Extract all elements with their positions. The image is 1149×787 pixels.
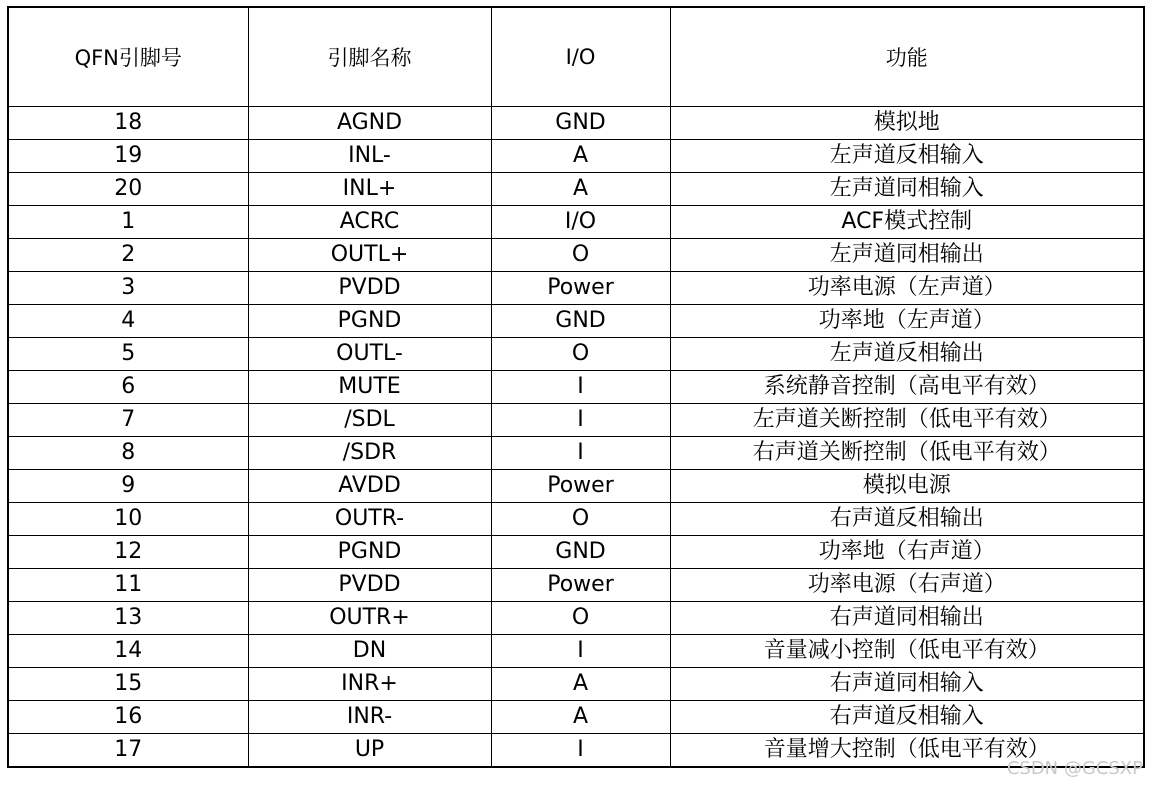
cell-function: 音量减小控制（低电平有效） [670,635,1144,668]
cell-function: 左声道关断控制（低电平有效） [670,404,1144,437]
table-row [8,305,1144,338]
cell-pin-name: OUTR+ [248,602,491,635]
cell-pin-name: MUTE [248,371,491,404]
cell-qfn-pin: 1 [8,206,248,239]
table-row [8,404,1144,437]
table-row [8,107,1144,140]
cell-qfn-pin: 17 [8,734,248,768]
cell-pin-name: INL+ [248,173,491,206]
table-row [8,470,1144,503]
cell-qfn-pin: 10 [8,503,248,536]
cell-io: GND [491,536,670,569]
cell-pin-name: INR- [248,701,491,734]
cell-io: O [491,602,670,635]
table-row [8,239,1144,272]
cell-io: I [491,371,670,404]
cell-io: GND [491,107,670,140]
table-row [8,371,1144,404]
cell-io: O [491,239,670,272]
cell-pin-name: PVDD [248,272,491,305]
cell-io: O [491,503,670,536]
cell-qfn-pin: 19 [8,140,248,173]
table-row [8,206,1144,239]
header-function: 功能 [670,7,1144,107]
cell-pin-name: /SDR [248,437,491,470]
table-row [8,602,1144,635]
cell-io: A [491,140,670,173]
cell-function: ACF模式控制 [670,206,1144,239]
table-row [8,536,1144,569]
cell-pin-name: UP [248,734,491,768]
cell-function: 模拟电源 [670,470,1144,503]
cell-pin-name: PGND [248,305,491,338]
cell-pin-name: /SDL [248,404,491,437]
cell-qfn-pin: 12 [8,536,248,569]
cell-function: 右声道同相输入 [670,668,1144,701]
cell-function: 系统静音控制（高电平有效） [670,371,1144,404]
cell-pin-name: AGND [248,107,491,140]
cell-function: 右声道反相输入 [670,701,1144,734]
table-row [8,173,1144,206]
cell-pin-name: INR+ [248,668,491,701]
cell-io: A [491,668,670,701]
table-row [8,437,1144,470]
cell-pin-name: DN [248,635,491,668]
cell-function: 左声道同相输出 [670,239,1144,272]
table-row [8,734,1144,768]
cell-qfn-pin: 7 [8,404,248,437]
cell-io: Power [491,470,670,503]
table-row [8,701,1144,734]
cell-qfn-pin: 20 [8,173,248,206]
table-row [8,272,1144,305]
table-row [8,140,1144,173]
cell-io: Power [491,569,670,602]
cell-pin-name: OUTR- [248,503,491,536]
cell-qfn-pin: 11 [8,569,248,602]
cell-function: 功率地（左声道） [670,305,1144,338]
table-row [8,668,1144,701]
cell-function: 左声道反相输出 [670,338,1144,371]
cell-io: A [491,701,670,734]
header-qfn-pin: QFN引脚号 [8,7,248,107]
cell-io: Power [491,272,670,305]
cell-io: GND [491,305,670,338]
header-io: I/O [491,7,670,107]
cell-qfn-pin: 16 [8,701,248,734]
cell-pin-name: OUTL+ [248,239,491,272]
cell-io: I/O [491,206,670,239]
cell-qfn-pin: 15 [8,668,248,701]
cell-qfn-pin: 18 [8,107,248,140]
cell-io: I [491,635,670,668]
cell-pin-name: OUTL- [248,338,491,371]
table-row [8,503,1144,536]
cell-qfn-pin: 3 [8,272,248,305]
header-pin-name: 引脚名称 [248,7,491,107]
cell-function: 音量增大控制（低电平有效） [670,734,1144,768]
pin-function-table [7,6,1145,768]
table-header-row [8,7,1144,107]
cell-pin-name: ACRC [248,206,491,239]
cell-pin-name: PVDD [248,569,491,602]
watermark: CSDN @GCSXP [1006,758,1143,779]
table-row [8,635,1144,668]
cell-qfn-pin: 14 [8,635,248,668]
table-body [8,107,1144,768]
cell-io: O [491,338,670,371]
cell-io: I [491,404,670,437]
cell-function: 左声道同相输入 [670,173,1144,206]
cell-pin-name: AVDD [248,470,491,503]
cell-function: 功率电源（右声道） [670,569,1144,602]
cell-pin-name: INL- [248,140,491,173]
cell-function: 右声道反相输出 [670,503,1144,536]
cell-pin-name: PGND [248,536,491,569]
cell-function: 模拟地 [670,107,1144,140]
cell-qfn-pin: 8 [8,437,248,470]
cell-qfn-pin: 9 [8,470,248,503]
cell-function: 右声道关断控制（低电平有效） [670,437,1144,470]
cell-qfn-pin: 6 [8,371,248,404]
table-row [8,569,1144,602]
cell-function: 功率电源（左声道） [670,272,1144,305]
cell-io: I [491,437,670,470]
cell-function: 右声道同相输出 [670,602,1144,635]
cell-function: 左声道反相输入 [670,140,1144,173]
table-row [8,338,1144,371]
cell-qfn-pin: 5 [8,338,248,371]
cell-io: I [491,734,670,768]
cell-qfn-pin: 4 [8,305,248,338]
cell-io: A [491,173,670,206]
cell-qfn-pin: 13 [8,602,248,635]
cell-qfn-pin: 2 [8,239,248,272]
cell-function: 功率地（右声道） [670,536,1144,569]
